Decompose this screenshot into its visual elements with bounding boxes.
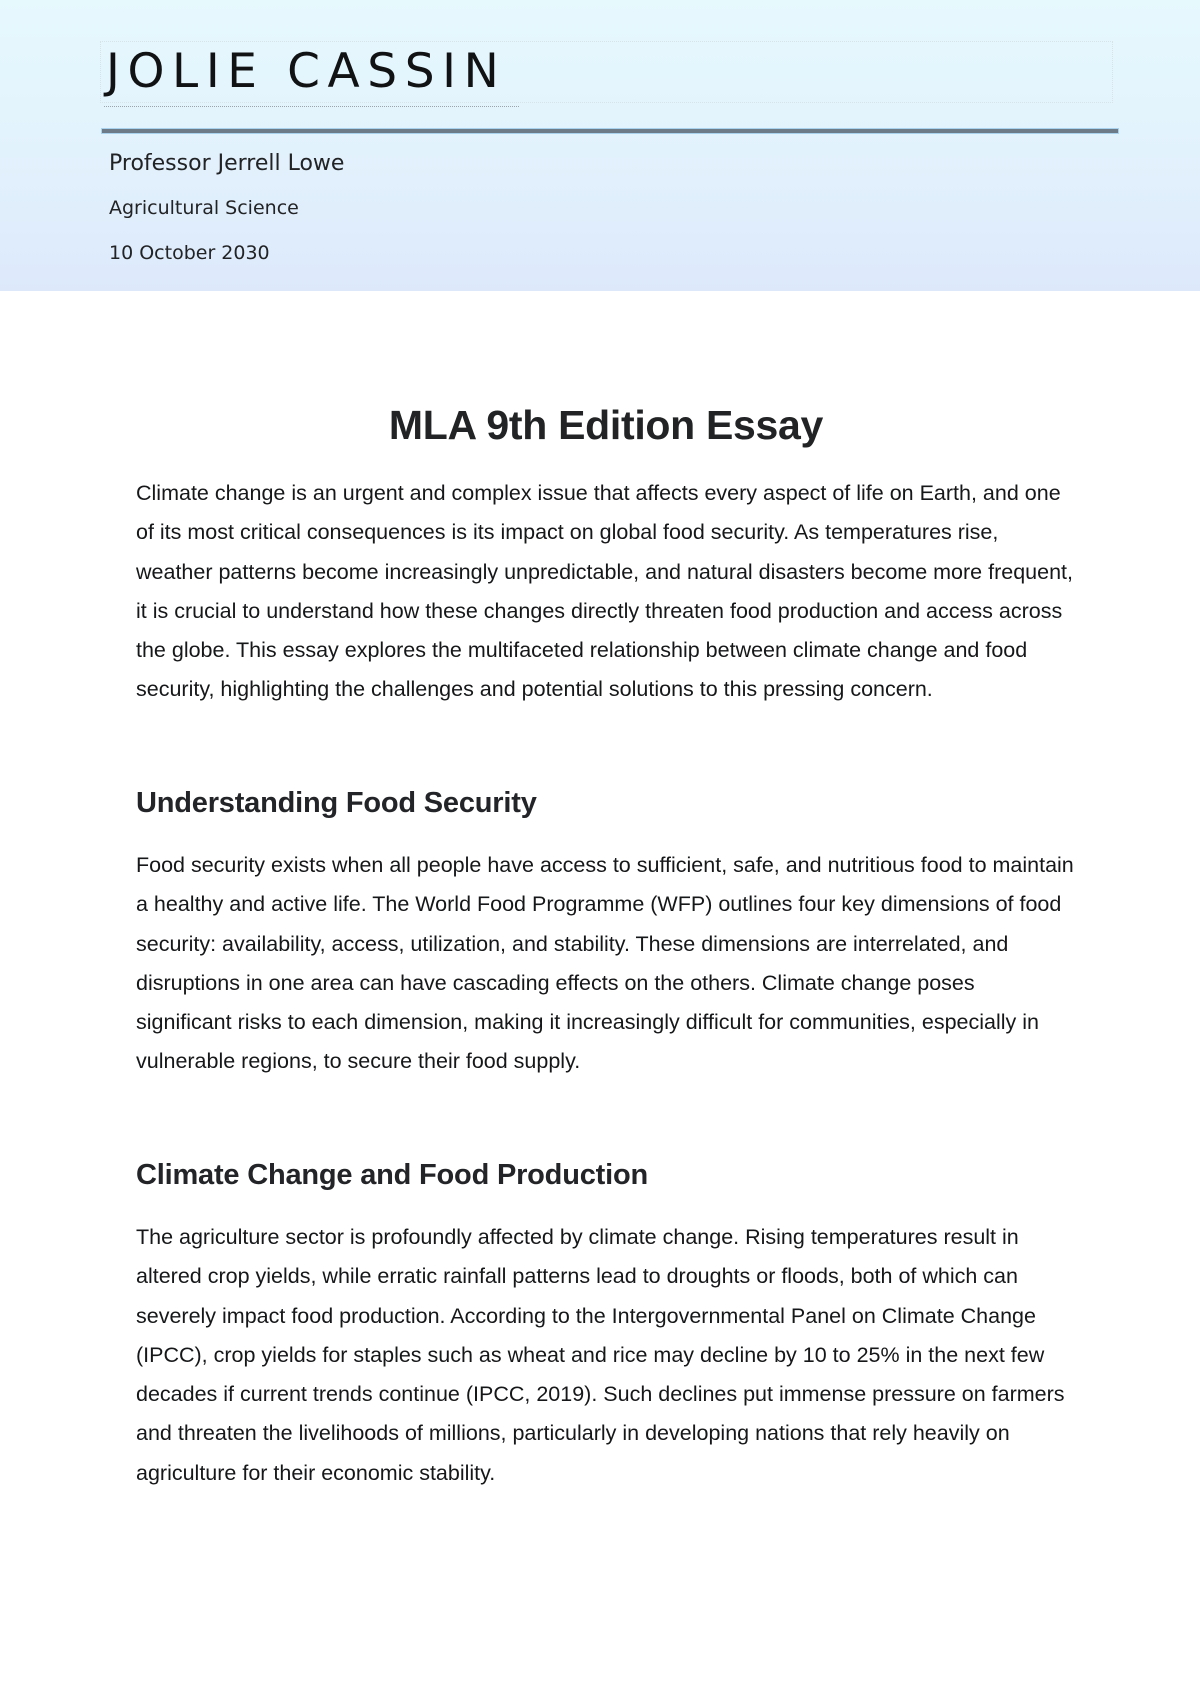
header-rule-divider — [102, 129, 1118, 133]
document-header — [0, 0, 1200, 291]
section-body-food-security: Food security exists when all people have access to sufficient, safe, and nutritious food to maintain a healthy and active life. The World Food Programme (WFP) outlines four key dimensions of food security: availability, access, utilization, and stability. These dimensions are interrelated, and disruptions in one area can have cascading effects on the others. Climate change poses significant risks to each dimension, making it increasingly difficult for communities, especially in vulnerable regions, to secure their food supply. — [136, 853, 1074, 1074]
essay-title: MLA 9th Edition Essay — [388, 402, 824, 448]
professor-name: Professor Jerrell Lowe — [109, 151, 345, 176]
document-date: 10 October 2030 — [109, 242, 270, 264]
section-heading-food-security: Understanding Food Security — [136, 787, 537, 819]
name-underline-divider — [104, 106, 519, 107]
section-body-food-production: The agriculture sector is profoundly affected by climate change. Rising temperatures result in altered crop yields, while erratic rainfall patterns lead to droughts or floods, both of which can severely impact food production. According to the Intergovernmental Panel on Climate Change (IPCC), crop yields for staples such as wheat and rice may decline by 10 to 25% in the next few decades if current trends continue (IPCC, 2019). Such declines put immense pressure on farmers and threaten the livelihoods of millions, particularly in developing nations that rely heavily on agriculture for their economic stability. — [136, 1225, 1065, 1485]
intro-paragraph: Climate change is an urgent and complex issue that affects every aspect of life on Earth, and one of its most critical consequences is its impact on global food security. As temperatures rise, weather patterns become increasingly unpredictable, and natural disasters become more frequent, it is crucial to understand how these changes directly threaten food production and access across the globe. This essay explores the multifaceted relationship between climate change and food security, highlighting the challenges and potential solutions to this pressing concern. — [136, 481, 1073, 702]
author-name: JOLIE CASSIN — [106, 44, 507, 99]
section-heading-food-production: Climate Change and Food Production — [136, 1159, 648, 1191]
course-name: Agricultural Science — [109, 197, 299, 219]
